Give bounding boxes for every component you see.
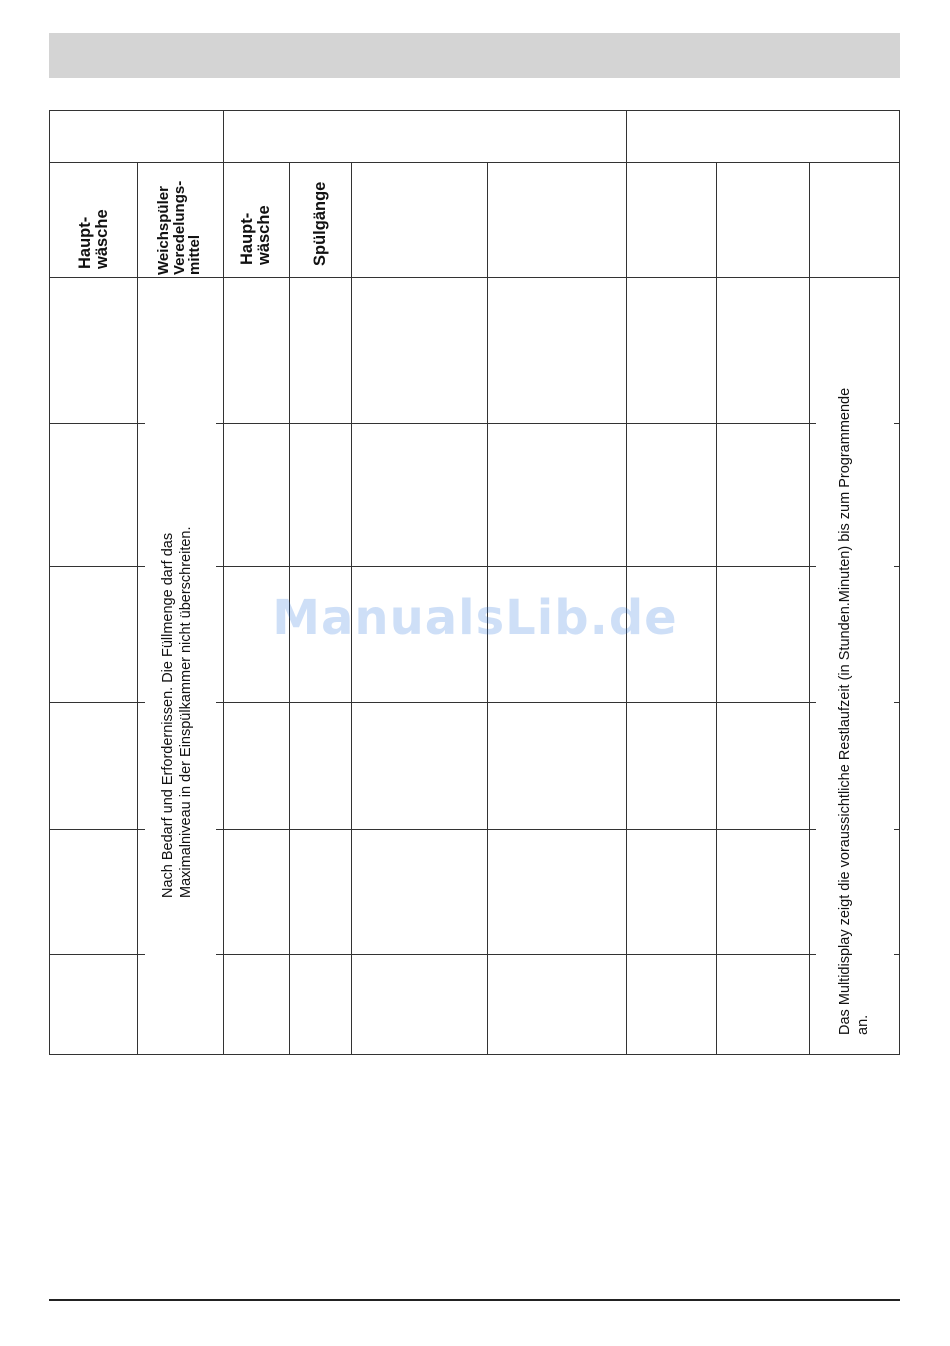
display-note: Das Multidisplay zeigt die voraussichtliche Restlaufzeit (in Stunden.Minuten) bis zum Programmende an. — [837, 387, 871, 1035]
watermark-text: ManualsLib.de — [272, 590, 678, 646]
row-dividers-middle — [216, 424, 816, 955]
footer-rule — [49, 1299, 900, 1301]
row-dividers-col1 — [49, 424, 145, 955]
header-spuelgaenge: Spülgänge — [311, 181, 329, 266]
softener-note: Nach Bedarf und Erfordernissen. Die Füllmenge darf das Maximalniveau in der Einspülkammer nicht überschreiten. — [160, 526, 194, 898]
header-weichspueler: Weichspüler Veredelungs- mittel — [155, 180, 203, 275]
header-left-haupt-waesche: Haupt- wäsche — [76, 209, 111, 269]
header-mid-haupt-waesche: Haupt- wäsche — [238, 205, 273, 265]
